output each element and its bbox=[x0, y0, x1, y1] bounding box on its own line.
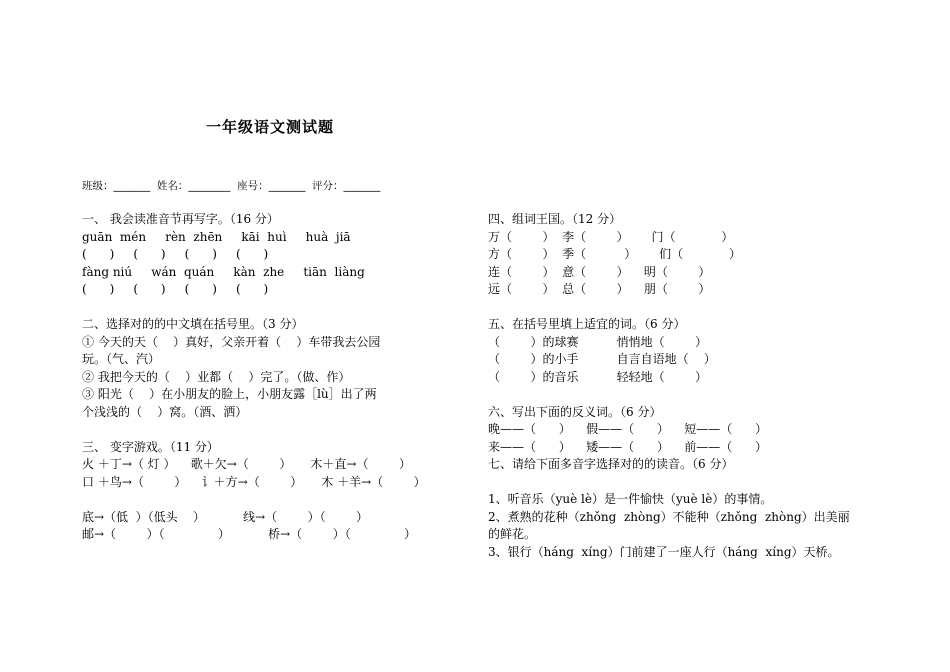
spacer bbox=[488, 474, 888, 492]
page-title: 一年级语文测试题 bbox=[205, 118, 334, 136]
text-line: 三、 变字游戏。（11 分） bbox=[82, 439, 219, 454]
text-line: 晚——（ ） 假——（ ） 短——（ ） bbox=[488, 422, 768, 436]
spacer bbox=[82, 491, 472, 509]
text-line: ( ) ( ) ( ) ( ) bbox=[82, 247, 269, 261]
text-line: 来——（ ） 矮——（ ） 前——（ ） bbox=[488, 439, 768, 454]
text-line: ② 我把今天的（ ）业都（ ）完了。（做、作） bbox=[82, 369, 351, 384]
text-line: 万（ ） 李（ ） 门（ ） bbox=[488, 229, 734, 244]
text-line: 七、请给下面多音字选择对的的读音。（6 分） bbox=[488, 457, 734, 471]
text-line: （ ）的小手 自言自语地（ ） bbox=[488, 352, 716, 366]
text-line: （ ）的球赛 悄悄地（ ） bbox=[488, 334, 708, 349]
text-line: 六、写出下面的反义词。（6 分） bbox=[488, 404, 662, 419]
text-line: 二、选择对的的中文填在括号里。（3 分） bbox=[82, 317, 304, 331]
text-line: 五、在括号里填上适宜的词。（6 分） bbox=[488, 317, 686, 331]
text-line: 远（ ） 总（ ） 朋（ ） bbox=[488, 282, 711, 296]
right-column bbox=[488, 211, 888, 561]
text-line: 连（ ） 意（ ） 明（ ） bbox=[488, 264, 711, 279]
text-line: ③ 阳光（ ）在小朋友的脸上，小朋友露［lù］出了两 bbox=[82, 387, 377, 401]
text-line: 3、银行（háng xíng）门前建了一座人行（háng xíng）天桥。 bbox=[488, 544, 840, 559]
text-line: 方（ ） 季（ ） 们（ ） bbox=[488, 247, 741, 261]
text-line: 的鲜花。 bbox=[488, 527, 537, 541]
spacer bbox=[82, 299, 472, 317]
text-line: 火 ＋丁→（ 灯 ） 歌＋欠→（ ） 木＋直→（ ） bbox=[82, 457, 411, 471]
text-line: ① 今天的天（ ）真好，父亲开着（ ）车带我去公园 bbox=[82, 334, 381, 349]
spacer bbox=[488, 299, 888, 317]
text-line: ( ) ( ) ( ) ( ) bbox=[82, 282, 269, 296]
text-line: 四、组词王国。（12 分） bbox=[488, 212, 622, 226]
text-line: guān mén rèn zhēn kāi huì huà jiā bbox=[82, 229, 351, 244]
text-line: 一、 我会读准音节再写字。（16 分） bbox=[82, 212, 279, 226]
spacer bbox=[82, 421, 472, 439]
text-line: 个浅浅的（ ）窝。（酒、洒） bbox=[82, 404, 248, 419]
text-line: 玩。（气、汽） bbox=[82, 352, 161, 366]
text-line: 1、听音乐（yuè lè）是一件愉快（yuè lè）的事情。 bbox=[488, 492, 773, 506]
text-line: 口 ＋鸟→（ ） 讠＋方→（ ） 木 ＋羊→（ ） bbox=[82, 474, 426, 489]
text-line: fàng niú wán quán kàn zhe tiān liàng bbox=[82, 264, 365, 279]
spacer bbox=[488, 386, 888, 404]
text-line: 底→（低 ）（低头 ） 线→（ ）（ ） bbox=[82, 509, 369, 524]
text-line: 邮→（ ）（ ） 桥→（ ）（ ） bbox=[82, 527, 417, 541]
student-info-line: 班级：_______ 姓名：________ 座号：_______ 评分：_______ bbox=[82, 180, 381, 192]
text-line: （ ）的音乐 轻轻地（ ） bbox=[488, 369, 708, 384]
left-column bbox=[82, 211, 472, 544]
text-line: 2、煮熟的花种（zhǒng zhòng）不能种（zhǒng zhòng）出美丽 bbox=[488, 509, 850, 524]
